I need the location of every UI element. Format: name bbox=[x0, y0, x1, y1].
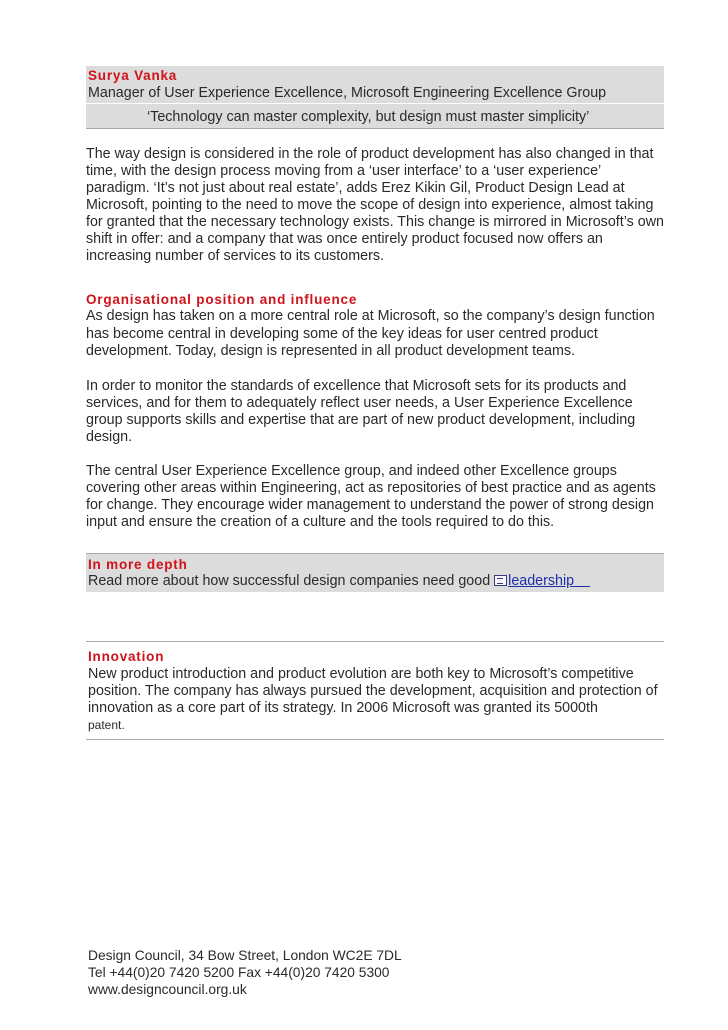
profile-role: Manager of User Experience Excellence, Microsoft Engineering Excellence Group bbox=[88, 85, 607, 101]
profile-panel bbox=[86, 66, 664, 103]
innovation-bottom-rule bbox=[86, 739, 664, 740]
depth-text: Read more about how successful design companies need good bbox=[88, 572, 495, 589]
depth-text-line bbox=[88, 573, 662, 590]
footer-website: www.designcouncil.org.uk bbox=[88, 982, 247, 997]
org-heading: Organisational position and influence bbox=[86, 292, 358, 307]
profile-name: Surya Vanka bbox=[88, 68, 178, 83]
org-paragraph-2: In order to monitor the standards of excellence that Microsoft sets for its products and services, and for them to adequately reflect user needs, a User Experience Excellence group supports skills and expertise that are part of new product development, including design. bbox=[86, 377, 636, 445]
profile-quote: ‘Technology can master complexity, but design must master simplicity’ bbox=[147, 109, 590, 125]
innovation-paragraph: New product introduction and product evolution are both key to Microsoft’s competitive position. The company has always pursued the development, acquisition and protection of innovation as a core part of its strategy. In 2006 Microsoft was granted its 5000th bbox=[88, 665, 658, 716]
footer-phone: Tel +44(0)20 7420 5200 Fax +44(0)20 7420 5300 bbox=[88, 965, 390, 980]
org-paragraph-3: The central User Experience Excellence group, and indeed other Excellence groups covering other areas within Engineering, act as repositories of best practice and as agents for change. They encourage wider management to understand the power of strong design input and ensure the creation of a culture and the tools required to do this. bbox=[86, 462, 656, 530]
quote-panel bbox=[86, 103, 664, 129]
innovation-last-word: patent. bbox=[88, 717, 125, 732]
innovation-section bbox=[86, 642, 664, 733]
depth-heading: In more depth bbox=[88, 556, 188, 572]
innovation-heading: Innovation bbox=[88, 648, 165, 664]
link-icon bbox=[494, 575, 507, 586]
depth-panel bbox=[86, 553, 664, 592]
org-section bbox=[86, 291, 664, 531]
footer-address: Design Council, 34 Bow Street, London WC2E 7DL bbox=[88, 948, 402, 963]
org-paragraph-1: As design has taken on a more central role at Microsoft, so the company’s design function has become central in developing some of the key ideas for user centred product development. Today, design is represented in all product development teams. bbox=[86, 308, 655, 359]
document-page bbox=[86, 66, 664, 740]
footer bbox=[88, 947, 402, 998]
leadership-link[interactable]: leadership bbox=[508, 572, 575, 589]
link-underline-tail bbox=[574, 573, 590, 589]
intro-paragraph: The way design is considered in the role of product development has also changed in that time, with the design process moving from a ‘user interface’ to a ‘user experience’ paradigm. ‘It’s not just about real estate’, adds Erez Kikin Gil, Product Design Lead at Microsoft, pointing to the need to move the scope of design into experience, almost taking for granted that the necessary technology exists. This change is mirrored in Microsoft’s own shift in offer: and a company that was once entirely product focused now offers an increasing number of services to its customers. bbox=[86, 146, 664, 264]
